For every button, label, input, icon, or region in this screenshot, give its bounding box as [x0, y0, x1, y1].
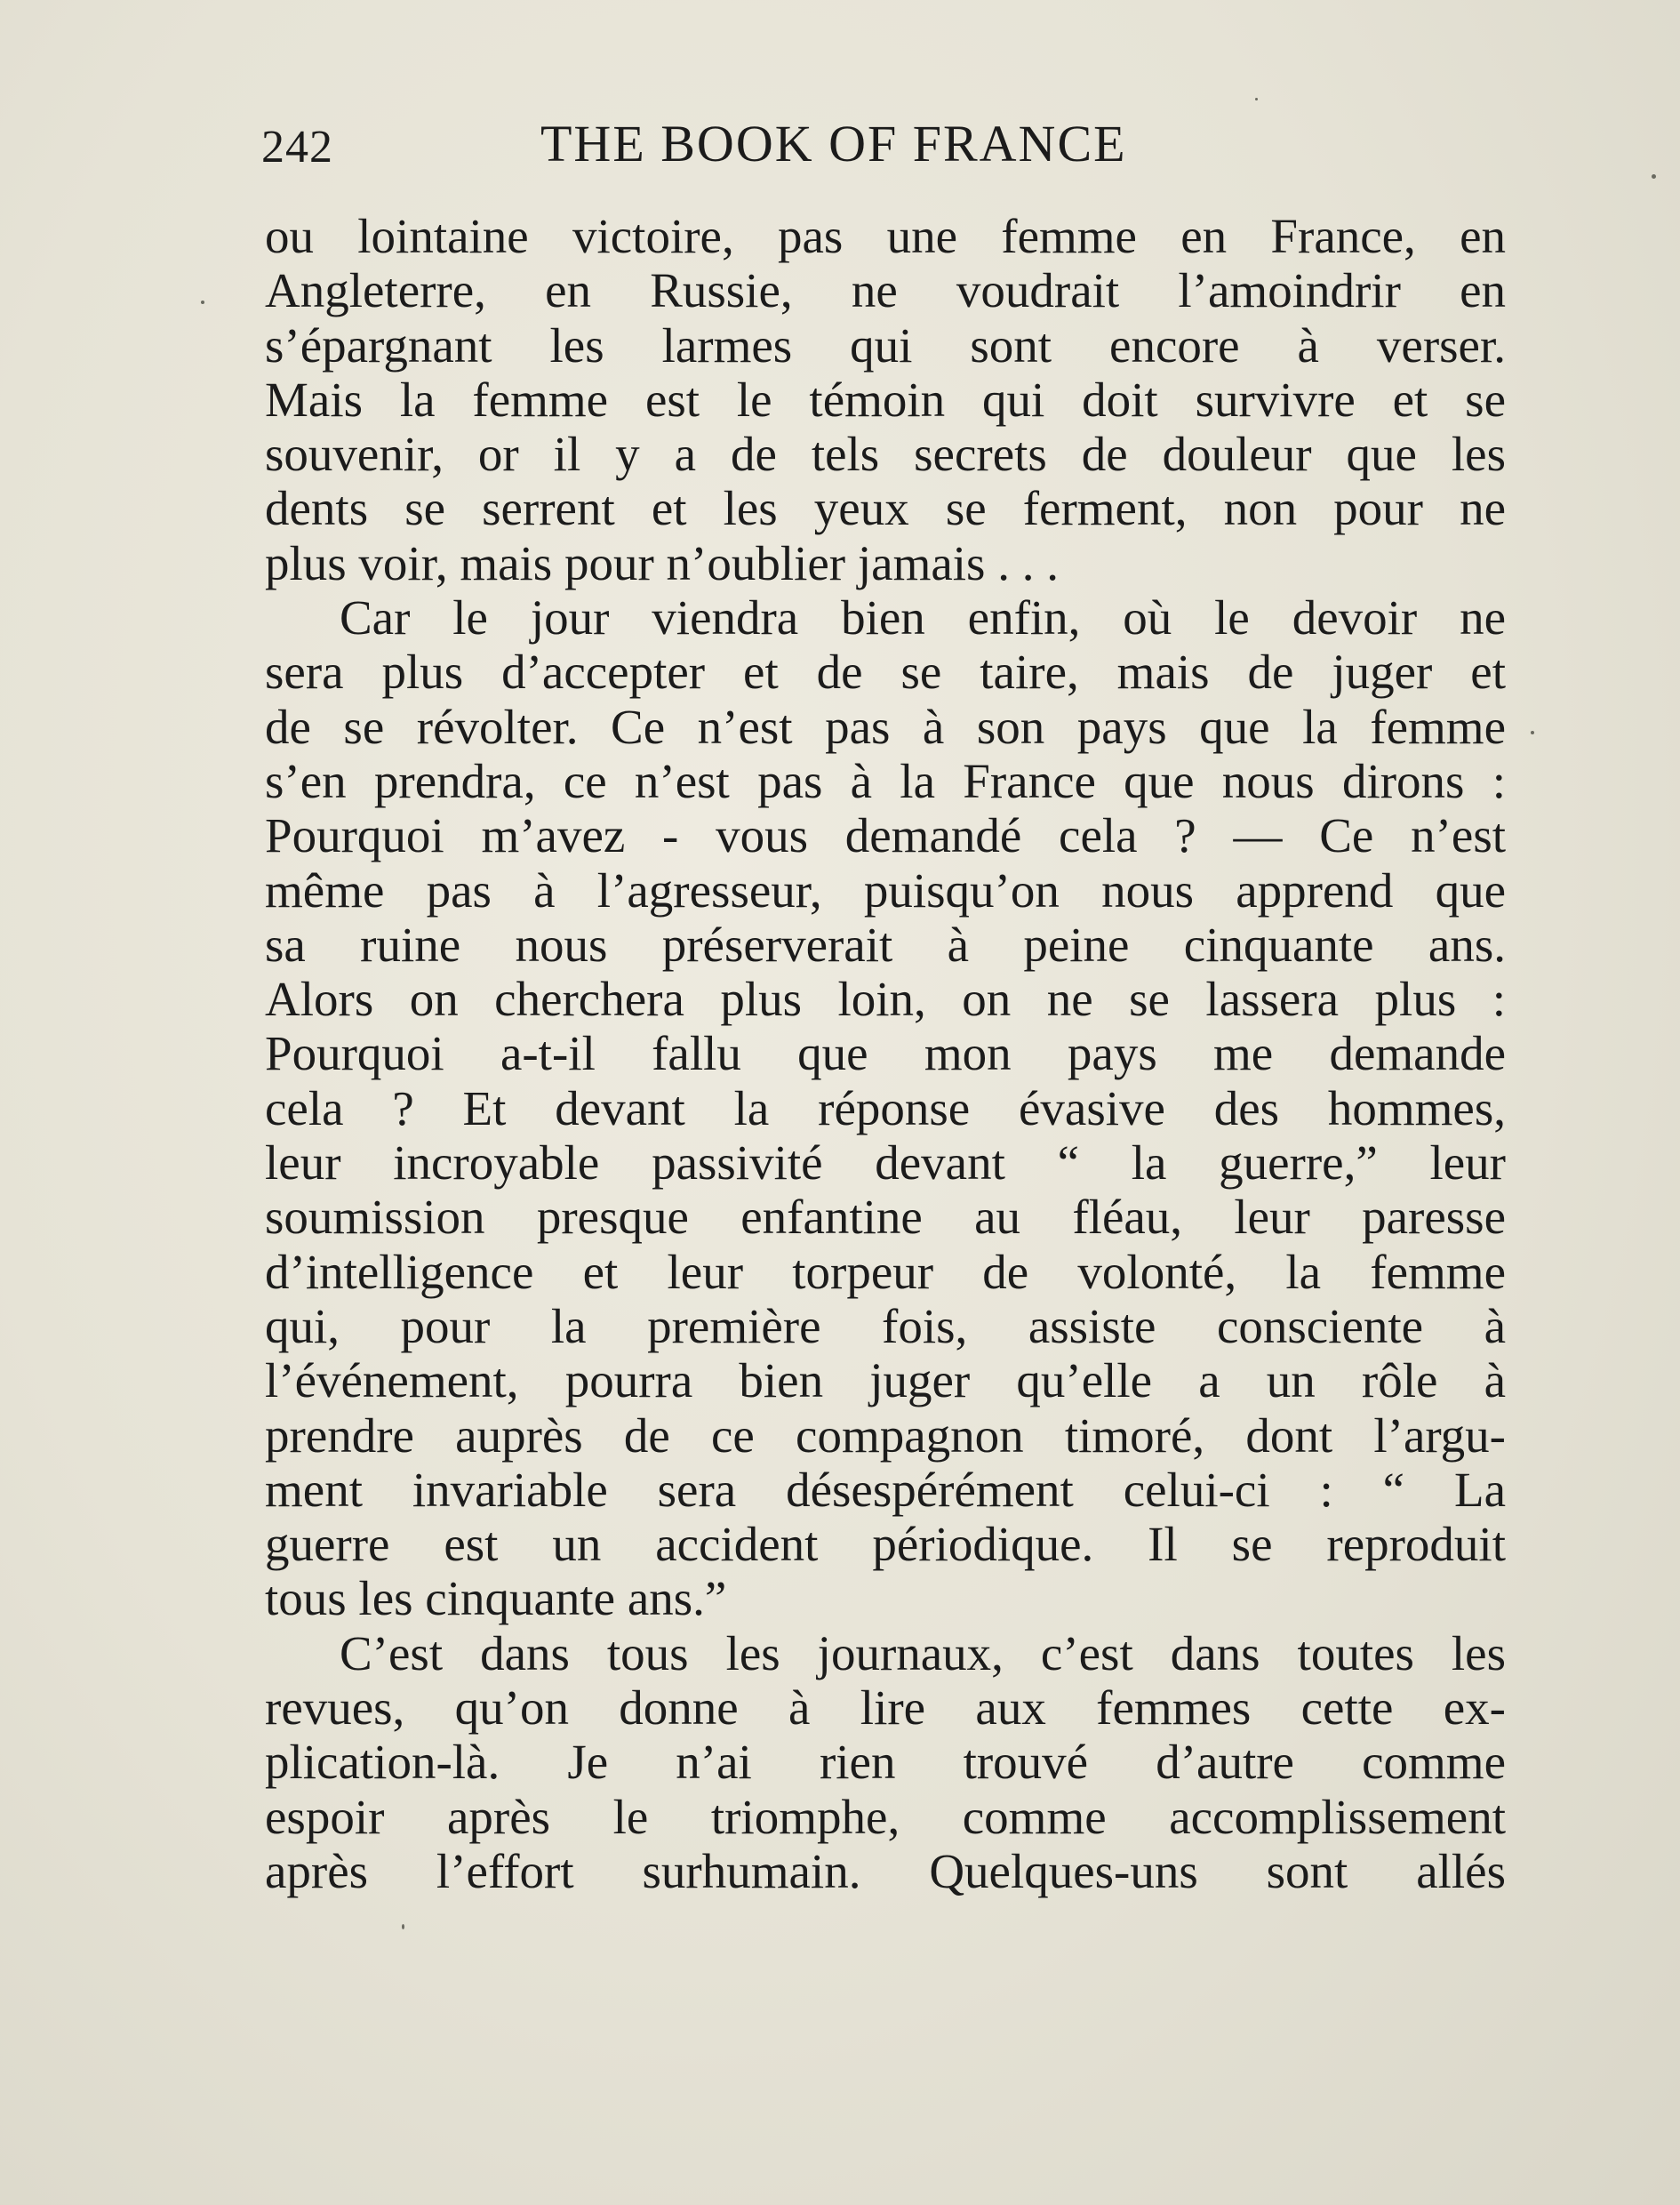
text-line: dents se serrent et les yeux se ferment, non pour ne [265, 481, 1506, 536]
text-line: ment invariable sera désespérément celui-ci : “ La [265, 1462, 1506, 1517]
text-line: l’événement, pourra bien juger qu’elle a un rôle à [265, 1353, 1506, 1408]
page-header [0, 114, 1680, 185]
text-line: s’en prendra, ce n’est pas à la France que nous dirons : [265, 753, 1506, 808]
text-line: Pourquoi m’avez - vous demandé cela ? — Ce n’est [265, 808, 1506, 863]
text-line: après l’effort surhumain. Quelques-uns sont allés [265, 1843, 1506, 1898]
paper-speck [1255, 98, 1258, 100]
text-line: prendre auprès de ce compagnon timoré, dont l’argu- [265, 1407, 1506, 1463]
text-line: leur incroyable passivité devant “ la guerre,” leur [265, 1135, 1506, 1191]
paper-speck [201, 301, 204, 304]
text-line: espoir après le triomphe, comme accomplissement [265, 1789, 1506, 1844]
text-line: Angleterre, en Russie, ne voudrait l’amoindrir en [265, 263, 1506, 318]
text-line: ou lointaine victoire, pas une femme en France, en [265, 209, 1506, 263]
paper-speck [1531, 731, 1534, 734]
text-line: plication-là. Je n’ai rien trouvé d’autre comme [265, 1735, 1506, 1790]
text-line: d’intelligence et leur torpeur de volonté, la femme [265, 1244, 1506, 1299]
text-line: guerre est un accident périodique. Il se reproduit [265, 1517, 1506, 1572]
text-line: soumission presque enfantine au fléau, leur paresse [265, 1190, 1506, 1245]
text-line: C’est dans tous les journaux, c’est dans toutes les [340, 1625, 1506, 1680]
text-line: souvenir, or il y a de tels secrets de douleur que les [265, 427, 1506, 482]
text-line: qui, pour la première fois, assiste consciente à [265, 1298, 1506, 1353]
text-line: s’épargnant les larmes qui sont encore à verser. [265, 317, 1506, 373]
text-line: plus voir, mais pour n’oublier jamais . . . [265, 535, 1059, 590]
text-line: revues, qu’on donne à lire aux femmes cette ex- [265, 1680, 1506, 1736]
text-line: même pas à l’agresseur, puisqu’on nous apprend que [265, 862, 1506, 918]
paper-speck [402, 1924, 404, 1929]
text-line: sa ruine nous préserverait à peine cinquante ans. [265, 917, 1506, 972]
text-line: sera plus d’accepter et de se taire, mais de juger et [265, 645, 1506, 700]
running-title: THE BOOK OF FRANCE [540, 115, 1127, 172]
text-line: de se révolter. Ce n’est pas à son pays que la femme [265, 699, 1506, 754]
text-line: Alors on cherchera plus loin, on ne se lassera plus : [265, 972, 1506, 1027]
page-number: 242 [261, 122, 333, 172]
text-line: tous les cinquante ans.” [265, 1571, 727, 1626]
text-line: Mais la femme est le témoin qui doit survivre et se [265, 372, 1506, 427]
text-line: Car le jour viendra bien enfin, où le devoir ne [340, 590, 1506, 645]
paper-speck [1652, 174, 1656, 179]
text-line: Pourquoi a-t-il fallu que mon pays me demande [265, 1026, 1506, 1081]
body-text [265, 209, 1506, 1898]
text-line: cela ? Et devant la réponse évasive des hommes, [265, 1080, 1506, 1135]
